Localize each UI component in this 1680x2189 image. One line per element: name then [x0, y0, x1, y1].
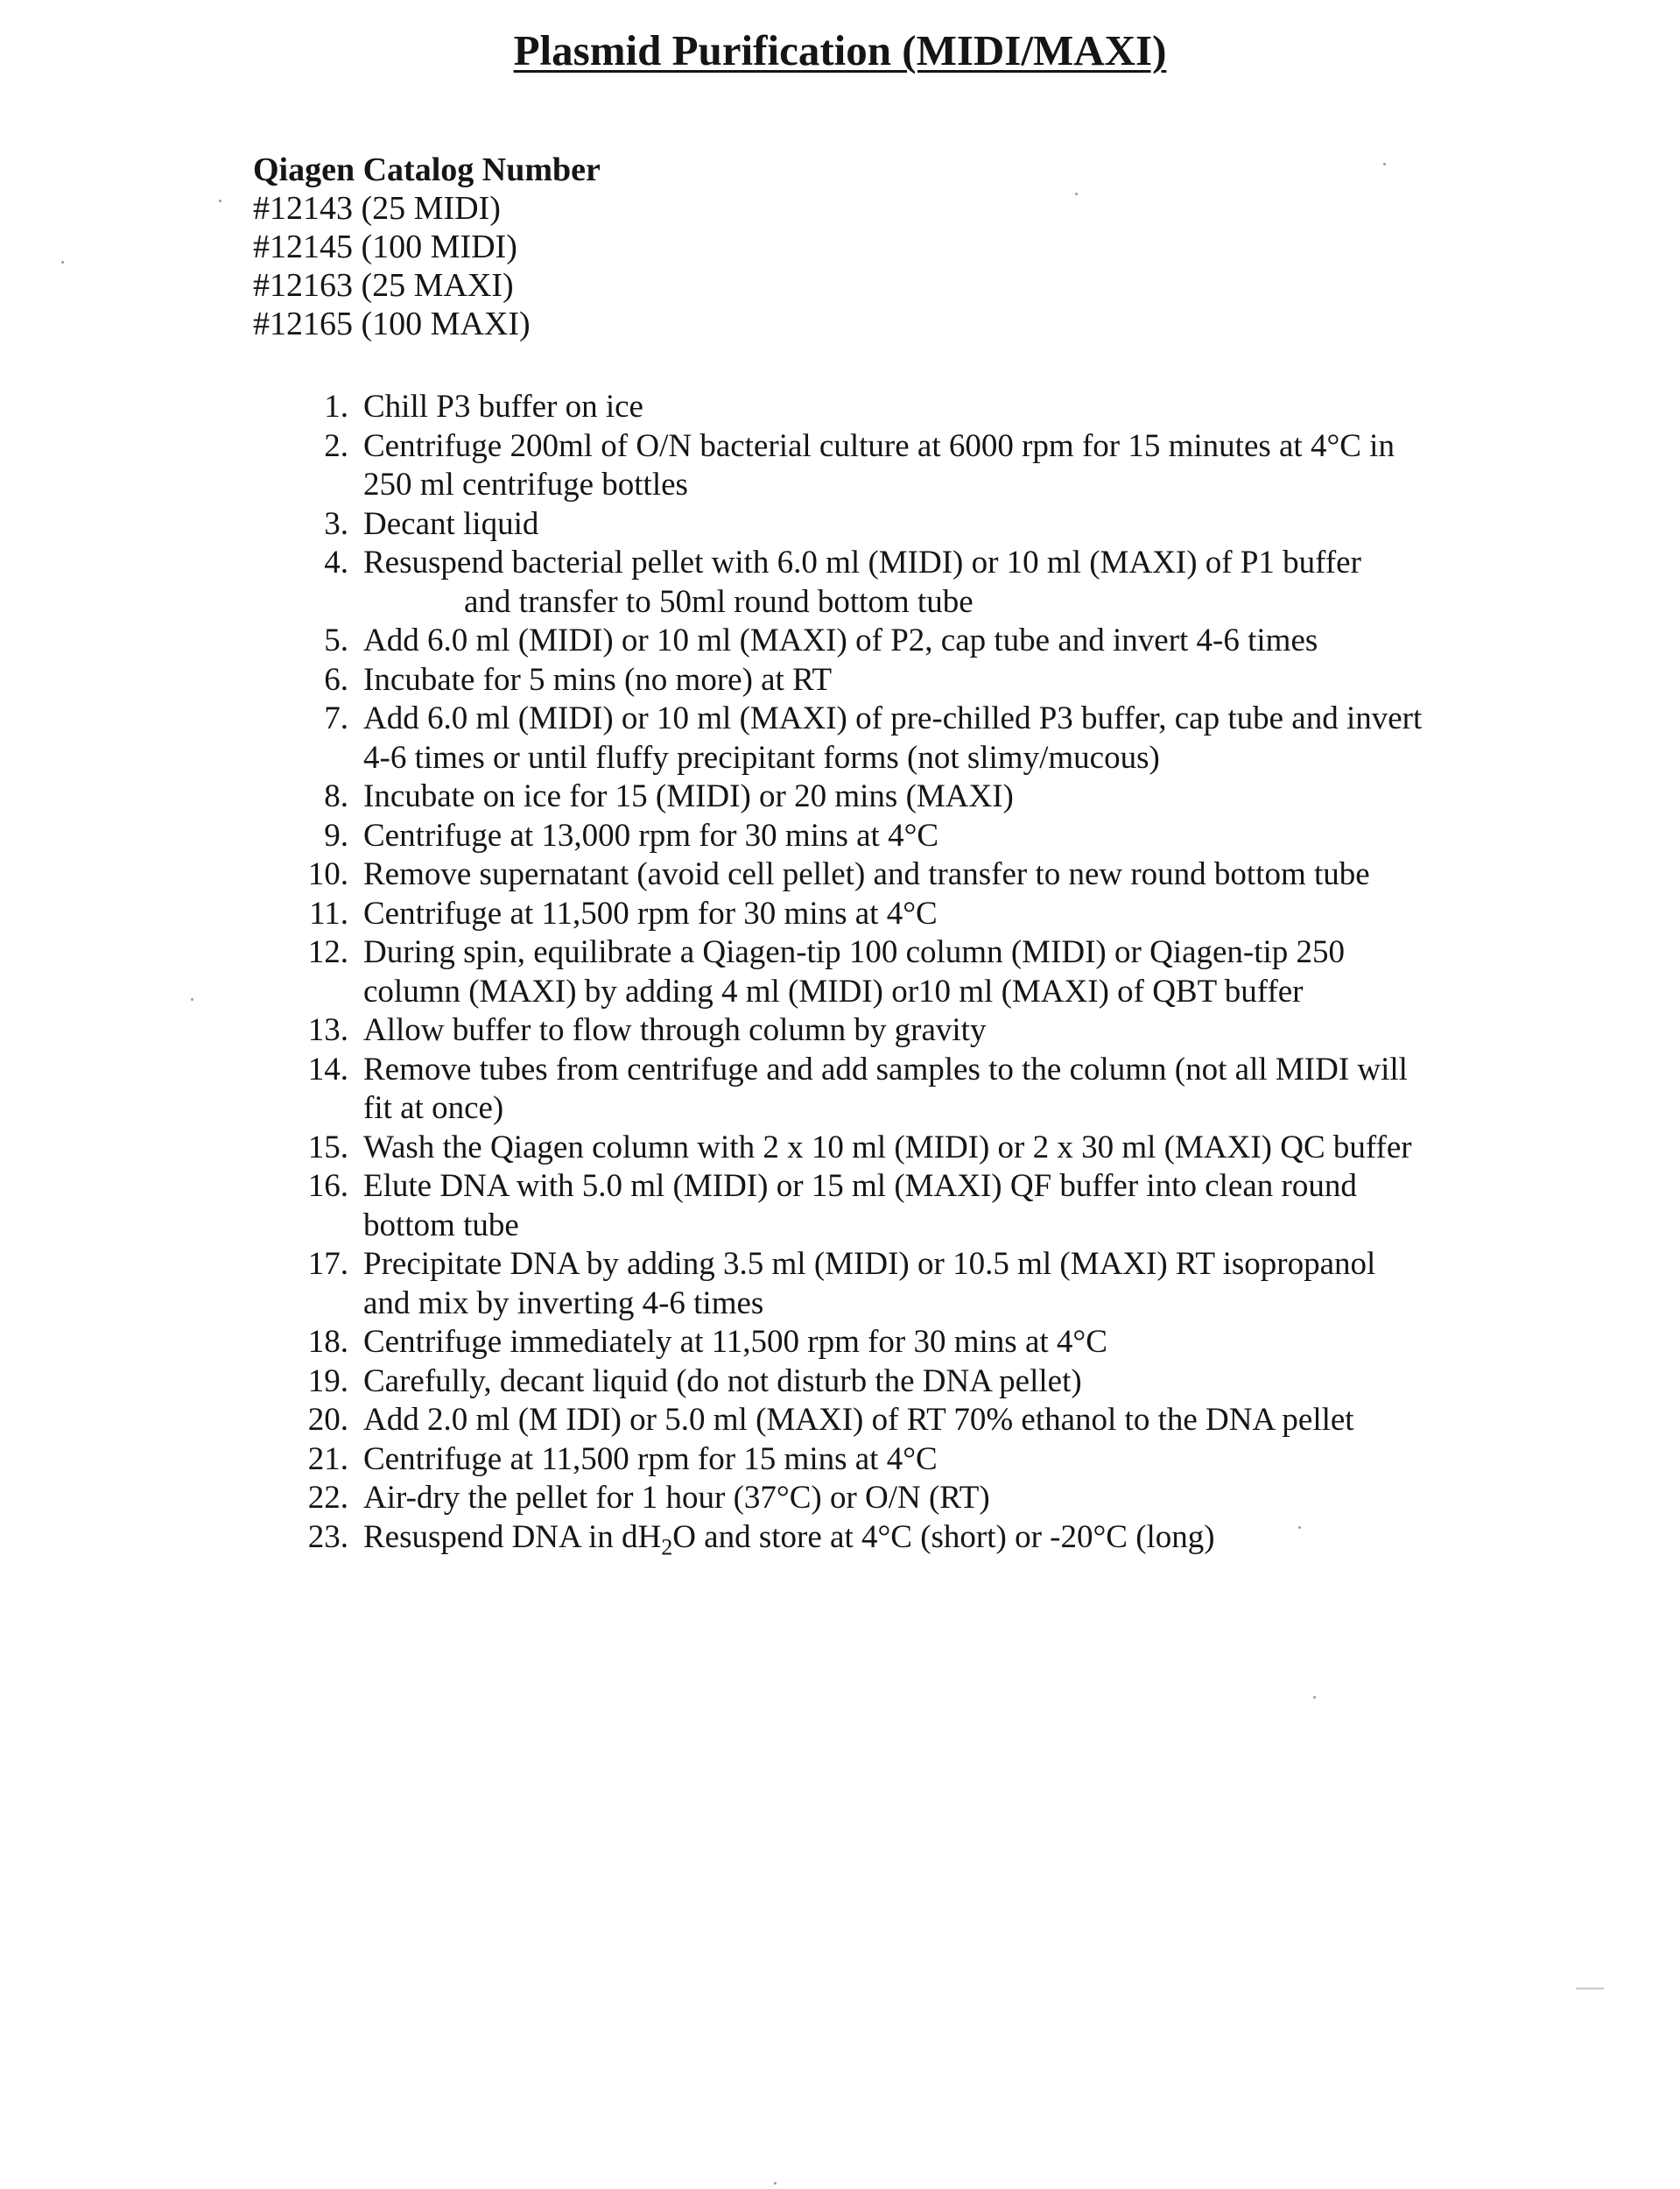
step-text: Incubate for 5 mins (no more) at RT — [363, 661, 833, 698]
step-number: 8. — [324, 778, 348, 814]
step-number: 19. — [307, 1362, 348, 1399]
protocol-steps — [298, 388, 1523, 1566]
step-number: 23. — [307, 1518, 348, 1555]
catalog-item: #12165 (100 MAXI) — [253, 306, 531, 342]
catalog-section — [253, 151, 601, 343]
step-item — [298, 1479, 1523, 1518]
step-number: 16. — [307, 1168, 348, 1204]
catalog-item: #12145 (100 MIDI) — [253, 229, 517, 265]
step-item — [298, 1245, 1523, 1323]
step-number: 4. — [324, 545, 348, 581]
scan-speck — [774, 2182, 777, 2185]
step-item — [298, 1051, 1523, 1129]
step-item — [298, 1167, 1523, 1245]
step-text: Centrifuge immediately at 11,500 rpm for 30 mins at 4°C — [363, 1324, 1107, 1360]
step-text: Elute DNA with 5.0 ml (MIDI) or 15 ml (MAXI) QF buffer into clean round bottom tube — [363, 1168, 1357, 1243]
step-text: Carefully, decant liquid (do not disturb the DNA pellet) — [363, 1362, 1082, 1399]
step-item — [298, 1362, 1523, 1402]
step-text: Resuspend bacterial pellet with 6.0 ml (MIDI) or 10 ml (MAXI) of P1 buffer and transfer to 50ml round bottom tube — [363, 545, 1361, 620]
step-text: Centrifuge at 11,500 rpm for 15 mins at 4°C — [363, 1440, 938, 1477]
step-number: 17. — [307, 1246, 348, 1282]
step-text: Centrifuge 200ml of O/N bacterial culture at 6000 rpm for 15 minutes at 4°C in 250 ml centrifuge bottles — [363, 427, 1395, 503]
step-text: Wash the Qiagen column with 2 x 10 ml (MIDI) or 2 x 30 ml (MAXI) QC buffer — [363, 1129, 1412, 1165]
step-item — [298, 1323, 1523, 1362]
step-number: 22. — [307, 1480, 348, 1516]
scan-speck — [1313, 1696, 1316, 1699]
step-item — [298, 544, 1523, 622]
step-number: 20. — [307, 1402, 348, 1438]
step-text: Remove tubes from centrifuge and add samples to the column (not all MIDI will fit at once) — [363, 1051, 1408, 1126]
step-item — [298, 855, 1523, 895]
step-number: 6. — [324, 661, 348, 698]
step-number: 9. — [324, 817, 348, 854]
step-number: 14. — [307, 1051, 348, 1087]
step-item — [298, 1401, 1523, 1440]
step-text: Allow buffer to flow through column by gravity — [363, 1012, 987, 1048]
catalog-heading: Qiagen Catalog Number — [253, 151, 601, 188]
step-number: 21. — [307, 1440, 348, 1477]
step-item — [298, 427, 1523, 505]
scan-speck — [1383, 163, 1386, 165]
step-number: 15. — [307, 1129, 348, 1165]
step-text: Centrifuge at 11,500 rpm for 30 mins at 4°C — [363, 895, 938, 932]
catalog-item: #12143 (25 MIDI) — [253, 190, 501, 227]
step-number: 10. — [307, 856, 348, 892]
step-number: 13. — [307, 1012, 348, 1048]
step-item — [298, 778, 1523, 817]
step-item — [298, 1440, 1523, 1480]
step-item — [298, 700, 1523, 778]
step-text: Remove supernatant (avoid cell pellet) and transfer to new round bottom tube — [363, 856, 1370, 892]
step-number: 7. — [324, 700, 348, 736]
step-item — [298, 895, 1523, 934]
step-number: 3. — [324, 505, 348, 542]
step-item — [298, 1011, 1523, 1051]
scan-speck — [1075, 193, 1078, 195]
step-number: 1. — [324, 389, 348, 425]
step-text: Air-dry the pellet for 1 hour (37°C) or O/N (RT) — [363, 1480, 990, 1516]
scan-speck — [191, 998, 193, 1001]
step-text: During spin, equilibrate a Qiagen-tip 100 column (MIDI) or Qiagen-tip 250 column (MAXI) by adding 4 ml (MIDI) or10 ml (MAXI) of QBT buffer — [363, 934, 1346, 1010]
step-number: 5. — [324, 623, 348, 658]
scan-speck — [1298, 1526, 1301, 1529]
step-item — [298, 817, 1523, 856]
step-text: Add 6.0 ml (MIDI) or 10 ml (MAXI) of pre-chilled P3 buffer, cap tube and invert 4-6 times or until fluffy precipitant forms (not slimy/mucous) — [363, 700, 1423, 776]
step-text: Incubate on ice for 15 (MIDI) or 20 mins (MAXI) — [363, 778, 1014, 814]
catalog-list — [253, 189, 601, 343]
step-number: 12. — [307, 934, 348, 970]
step-item — [298, 505, 1523, 545]
step-text: Centrifuge at 13,000 rpm for 30 mins at 4°C — [363, 817, 939, 854]
step-text: Add 6.0 ml (MIDI) or 10 ml (MAXI) of P2, cap tube and invert 4-6 times — [363, 623, 1318, 658]
scan-speck — [219, 200, 221, 202]
scan-mark — [1576, 1988, 1604, 1989]
step-item — [298, 622, 1523, 661]
step-item — [298, 1129, 1523, 1168]
step-text: Precipitate DNA by adding 3.5 ml (MIDI) or 10.5 ml (MAXI) RT isopropanol and mix by inverting 4-6 times — [363, 1246, 1376, 1321]
step-text: Chill P3 buffer on ice — [363, 389, 643, 425]
step-number: 18. — [307, 1324, 348, 1360]
page-title: Plasmid Purification (MIDI/MAXI) — [513, 26, 1167, 74]
step-item — [298, 661, 1523, 700]
step-text: Decant liquid — [363, 505, 539, 542]
step-text: Add 2.0 ml (M IDI) or 5.0 ml (MAXI) of RT 70% ethanol to the DNA pellet — [363, 1402, 1354, 1438]
step-text: Resuspend DNA in $dH_2O$ and store at 4°C (short) or -20°C (long) — [363, 1518, 1215, 1559]
scan-speck — [61, 261, 64, 264]
step-item — [298, 388, 1523, 427]
step-item — [298, 1518, 1523, 1567]
step-item — [298, 933, 1523, 1011]
catalog-item: #12163 (25 MAXI) — [253, 267, 514, 304]
step-number: 11. — [309, 895, 348, 932]
step-number: 2. — [324, 427, 348, 464]
